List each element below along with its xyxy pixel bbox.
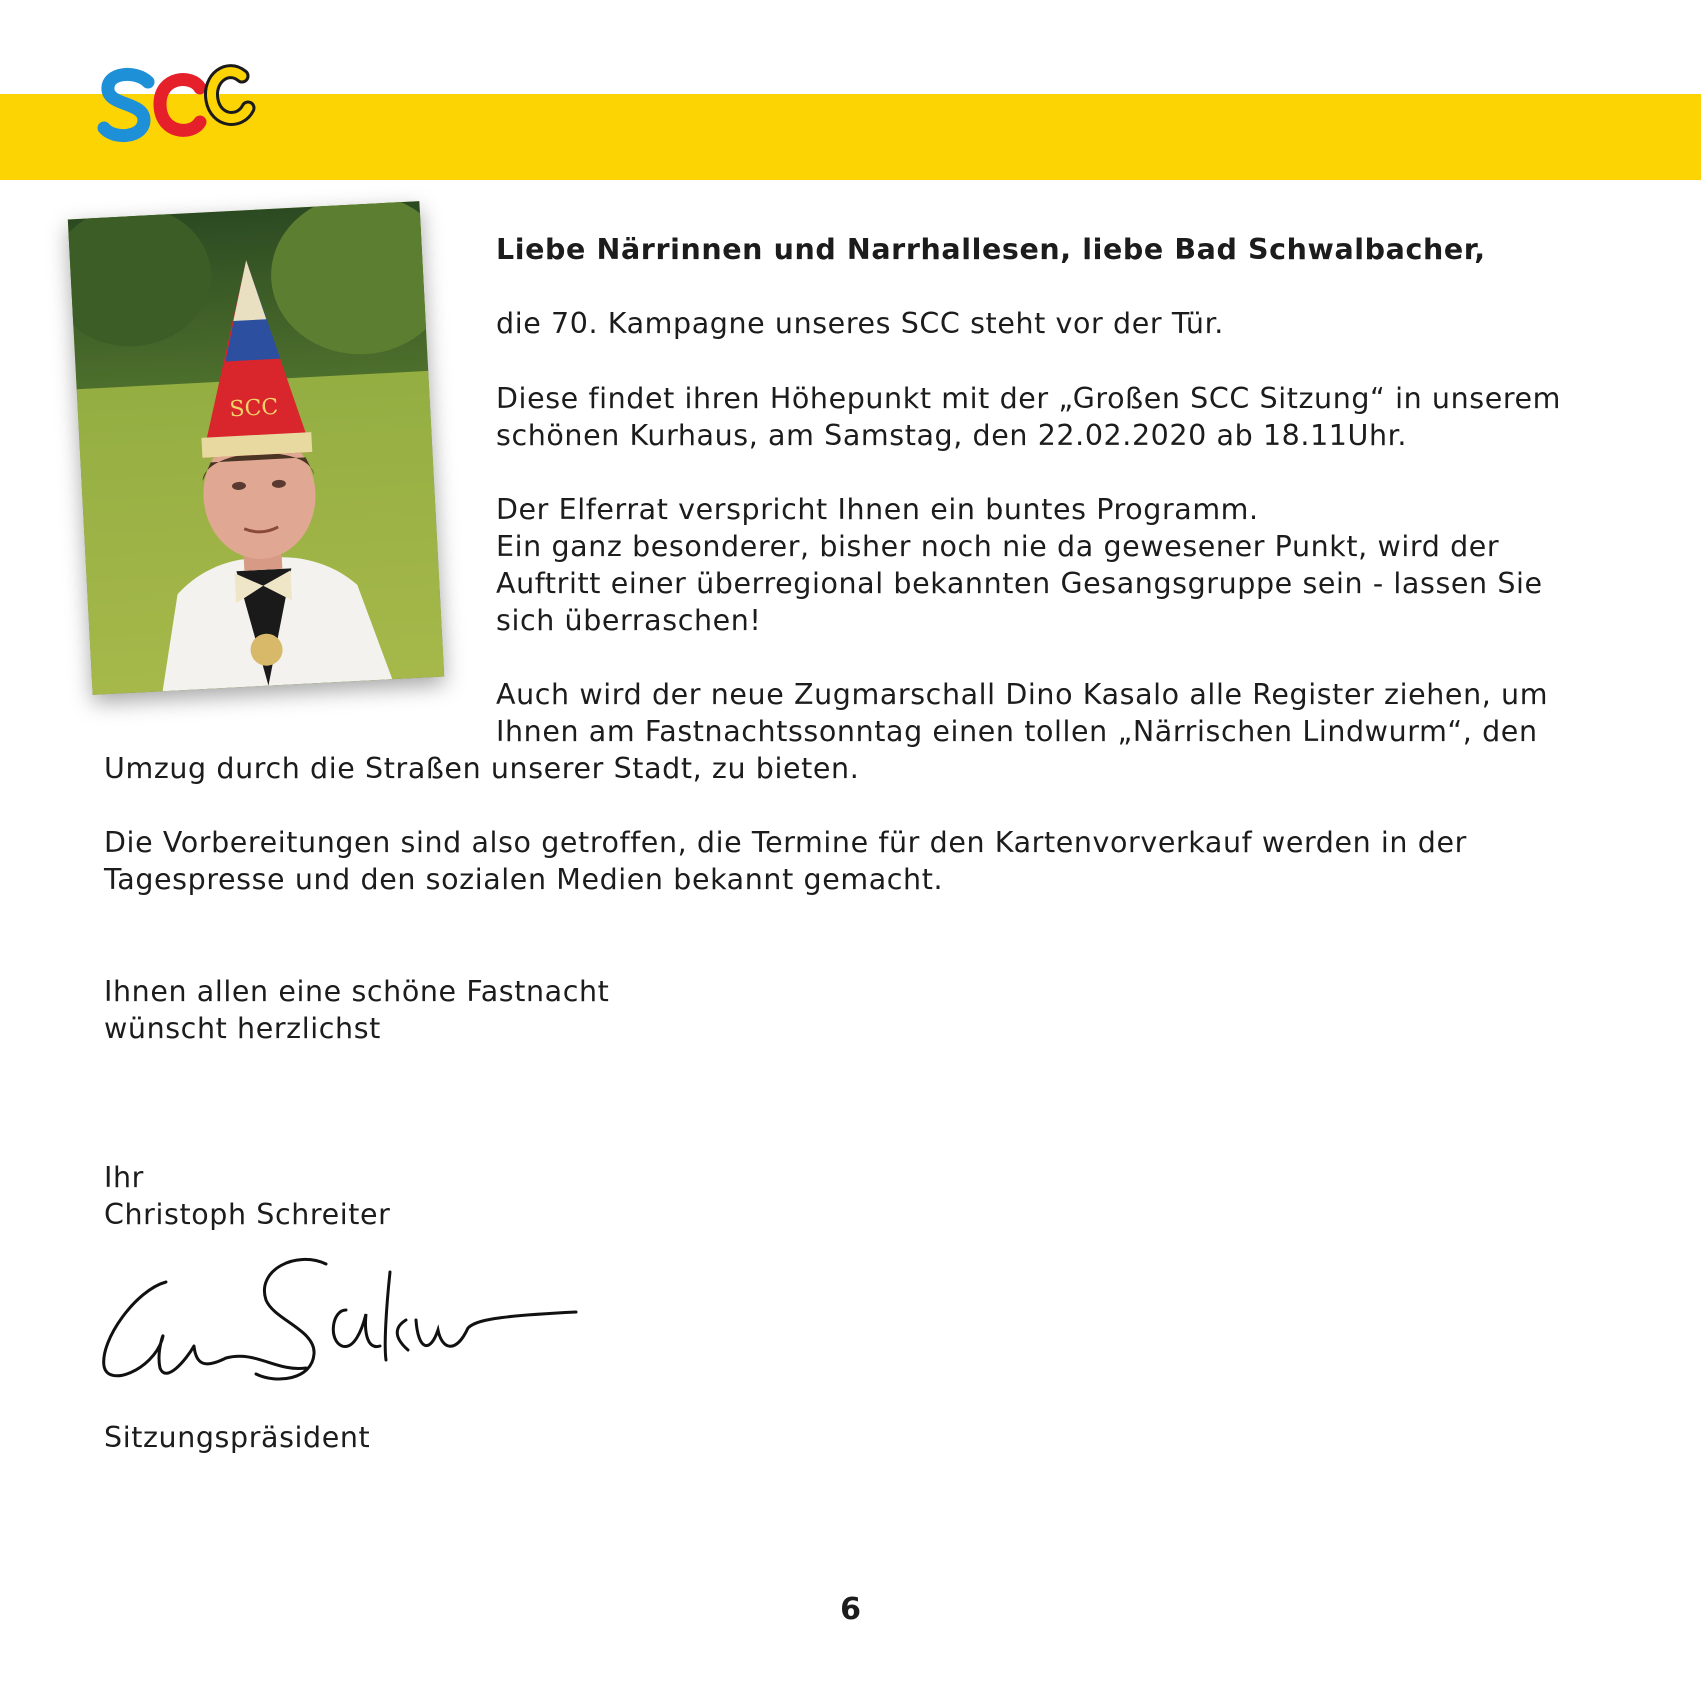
portrait-photo [68, 201, 444, 695]
scc-logo [96, 56, 256, 152]
letter-greeting: Liebe Närrinnen und Narrhallesen, liebe Bad Schwalbacher, [496, 233, 1486, 266]
letter-paragraph-1: die 70. Kampagne unseres SCC steht vor der Tür. [496, 307, 1224, 340]
letter-paragraph-3-line-4: sich überraschen! [496, 604, 762, 637]
signer-title: Sitzungspräsident [104, 1421, 371, 1454]
letter-paragraph-3-line-1: Der Elferrat verspricht Ihnen ein buntes Programm. [496, 493, 1259, 526]
closing-line-2: wünscht herzlichst [104, 1012, 381, 1045]
letter-paragraph-3-line-2: Ein ganz besonderer, bisher noch nie da gewesener Punkt, wird der [496, 530, 1500, 563]
letter-paragraph-4-line-3: Umzug durch die Straßen unserer Stadt, zu bieten. [104, 752, 860, 785]
sign-off: Ihr [104, 1161, 144, 1194]
letter-paragraph-2-line-1: Diese findet ihren Höhepunkt mit der „Großen SCC Sitzung“ in unserem [496, 382, 1562, 415]
letter-paragraph-4-line-1: Auch wird der neue Zugmarschall Dino Kasalo alle Register ziehen, um [496, 678, 1549, 711]
closing-line-1: Ihnen allen eine schöne Fastnacht [104, 975, 610, 1008]
svg-text:SCC: SCC [228, 394, 279, 423]
page-number: 6 [840, 1592, 861, 1627]
letter-paragraph-3-line-3: Auftritt einer überregional bekannten Gesangsgruppe sein - lassen Sie [496, 567, 1543, 600]
letter-paragraph-5-line-2: Tagespresse und den sozialen Medien bekannt gemacht. [104, 863, 944, 896]
handwritten-signature [96, 1250, 596, 1400]
letter-paragraph-2-line-2: schönen Kurhaus, am Samstag, den 22.02.2020 ab 18.11Uhr. [496, 419, 1408, 452]
letter-paragraph-4-line-2: Ihnen am Fastnachtssonntag einen tollen „Närrischen Lindwurm“, den [496, 715, 1538, 748]
letter-paragraph-5-line-1: Die Vorbereitungen sind also getroffen, die Termine für den Kartenvorverkauf werden in der [104, 826, 1467, 859]
signer-name: Christoph Schreiter [104, 1198, 391, 1231]
